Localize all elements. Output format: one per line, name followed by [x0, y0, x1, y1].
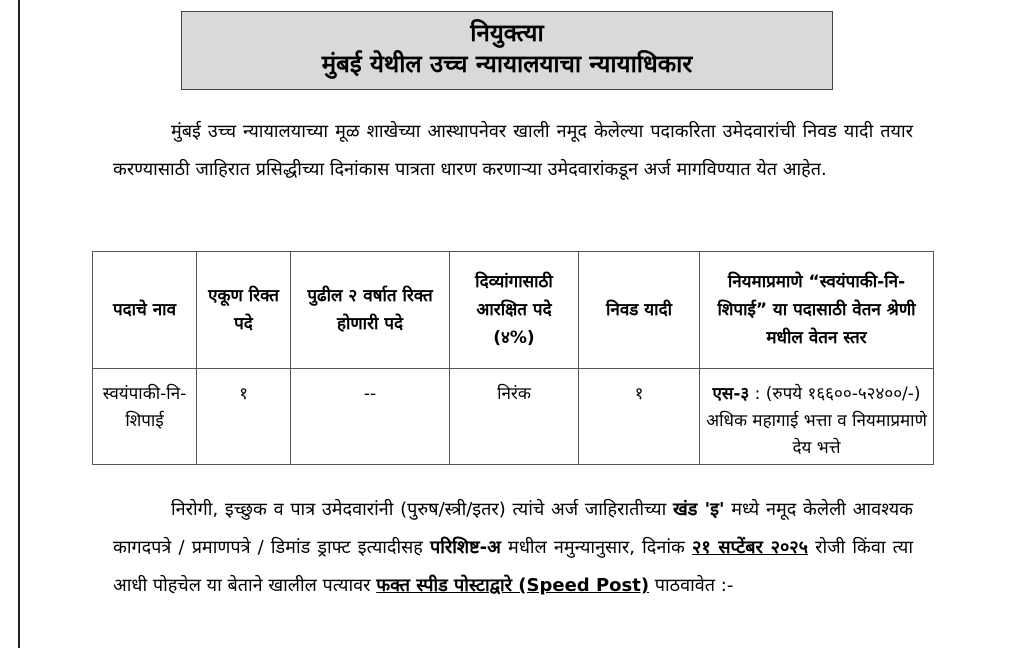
- pay-scale-text: : (रुपये १६६००-५२४००/-) अधिक महागाई भत्ता व नियमाप्रमाणे देय भत्ते: [706, 384, 927, 458]
- submission-mode: फक्त स्पीड पोस्टाद्वारे (Speed Post): [376, 575, 650, 596]
- header-upcoming-vacancies: पुढील २ वर्षात रिक्त होणारी पदे: [291, 252, 450, 369]
- title-box: [181, 11, 833, 90]
- cell-pay-scale: [700, 369, 934, 465]
- title-appointments: नियुक्त्या: [470, 19, 544, 47]
- header-pwd-reserved: दिव्यांगासाठी आरक्षित पदे (४%): [450, 252, 579, 369]
- title-jurisdiction: मुंबई येथील उच्च न्यायालयाचा न्यायाधिकार: [321, 50, 693, 78]
- page-border-left: [18, 0, 20, 648]
- cell-total-vacancies: १: [197, 369, 291, 465]
- section-reference: खंड 'इ': [673, 499, 725, 520]
- table-header-row: [93, 252, 934, 369]
- cell-post-name: स्वयंपाकी-नि-शिपाई: [93, 369, 197, 465]
- intro-text: मुंबई उच्च न्यायालयाच्या मूळ शाखेच्या आस्थापनेवर खाली नमूद केलेल्या पदाकरिता उमेदवारांची निवड यादी तयार करण्यासाठी जाहिरात प्रसिद्धीच्या दिनांकास पात्रता धारण करणाऱ्या उमेदवारांकडून अर्ज मागविण्यात येत आहेत.: [113, 121, 913, 180]
- instructions-part4: रोजी किंवा त्या आधी पोहचेल या बेताने खालील पत्यावर: [113, 537, 913, 596]
- pay-level: एस-३: [712, 384, 750, 404]
- cell-pwd-reserved: निरंक: [450, 369, 579, 465]
- header-select-list: निवड यादी: [579, 252, 700, 369]
- deadline-date: २१ सप्टेंबर २०२५: [691, 537, 809, 558]
- appendix-reference: परिशिष्ट-अ: [430, 537, 501, 558]
- instructions-part3: मधील नमुन्यानुसार, दिनांक: [500, 537, 692, 558]
- instructions-paragraph: [113, 491, 913, 605]
- cell-upcoming-vacancies: --: [291, 369, 450, 465]
- header-post-name: पदाचे नाव: [93, 252, 197, 369]
- instructions-part5: पाठवावेत :-: [649, 575, 734, 596]
- cell-select-list: १: [579, 369, 700, 465]
- vacancy-table: [92, 251, 934, 465]
- table-row: [93, 369, 934, 465]
- instructions-part2: मध्ये नमूद केलेली आवश्यक कागदपत्रे / प्रमाणपत्रे / डिमांड ड्राफ्ट इत्यादीसह: [113, 499, 913, 558]
- instructions-part1: निरोगी, इच्छुक व पात्र उमेदवारांनी (पुरुष/स्त्री/इतर) त्यांचे अर्ज जाहिरातीच्या: [171, 499, 674, 520]
- intro-paragraph: [113, 113, 913, 189]
- header-pay-scale: नियमाप्रमाणे “स्वयंपाकी-नि-शिपाई” या पदासाठी वेतन श्रेणी मधील वेतन स्तर: [700, 252, 934, 369]
- header-total-vacancies: एकूण रिक्त पदे: [197, 252, 291, 369]
